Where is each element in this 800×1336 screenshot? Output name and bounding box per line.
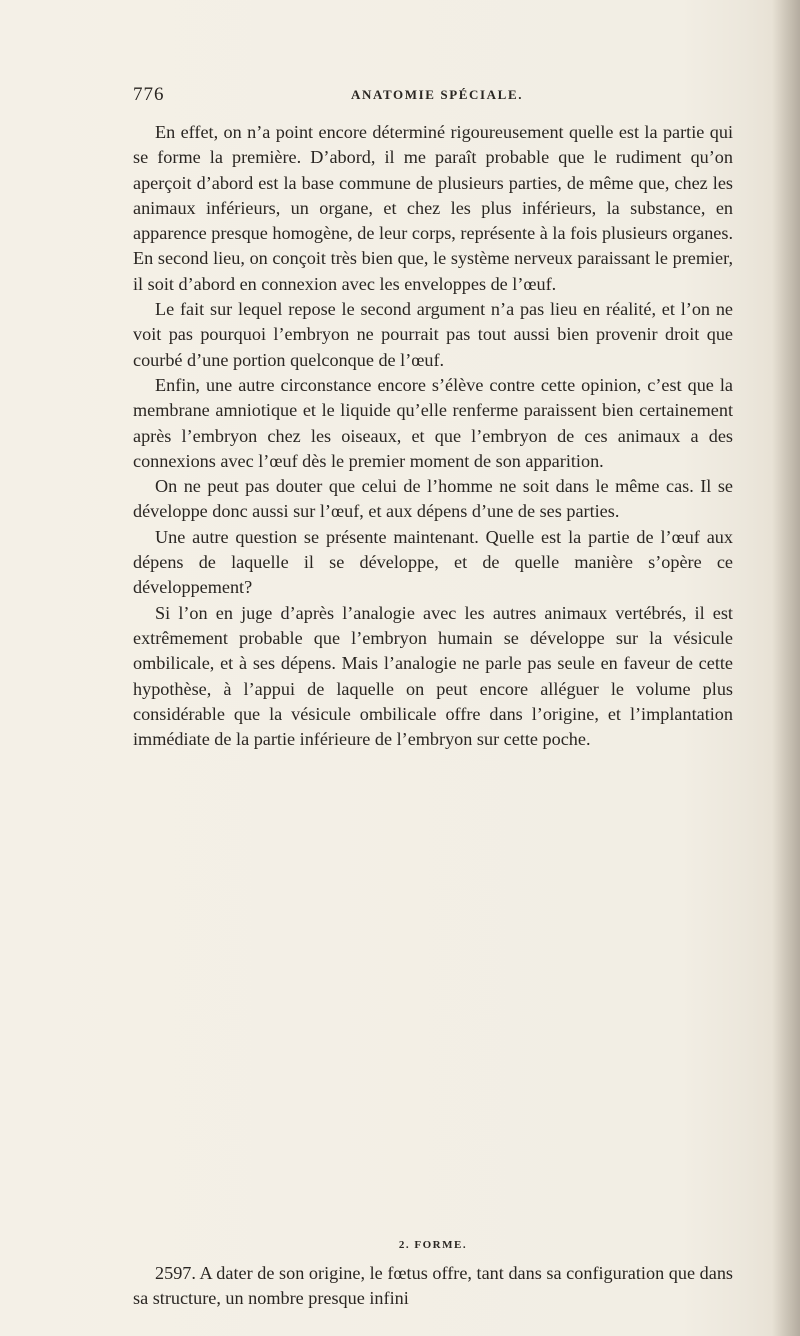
page-number: 776	[133, 84, 165, 105]
paragraph: Enfin, une autre circonstance encore s’élève contre cette opinion, c’est que la membrane amniotique et le liquide qu’elle renferme paraissent bien certainement après l’embryon chez les oiseaux, et que l’embryon de ces animaux a des connexions avec l’œuf dès le premier moment de son apparition.	[133, 374, 733, 471]
section-title: 2. FORME.	[398, 1239, 468, 1251]
paragraph: On ne peut pas douter que celui de l’homme ne soit dans le même cas. Il se développe donc aussi sur l’œuf, et aux dépens d’une de ses parties.	[133, 476, 733, 522]
body-text	[133, 120, 733, 752]
paragraph: Si l’on en juge d’après l’analogie avec les autres animaux vertébrés, il est extrêmement probable que l’embryon humain se développe sur la vésicule ombilicale, et à ses dépens. Mais l’analogie ne parle pas seule en faveur de cette hypothèse, à l’appui de laquelle on peut encore alléguer le volume plus considérable que la vésicule ombilicale offre dans l’origine, et l’implantation immédiate de la partie inférieure de l’embryon sur cette poche.	[133, 602, 733, 750]
paragraph: En effet, on n’a point encore déterminé rigoureusement quelle est la partie qui se forme la première. D’abord, il me paraît probable que le rudiment qu’on aperçoit d’abord est la base commune de plusieurs parties, de même que, chez les animaux inférieurs, un organe, et chez les plus inférieurs, la substance, en apparence presque homogène, de leur corps, représente à la fois plusieurs organes. En second lieu, on conçoit très bien que, le système nerveux paraissant le premier, il soit d’abord en connexion avec les enveloppes de l’œuf.	[133, 122, 733, 294]
paragraph: Le fait sur lequel repose le second argument n’a pas lieu en réalité, et l’on ne voit pas pourquoi l’embryon ne pourrait pas tout aussi bien provenir droit que courbé d’une portion quelconque de l’œuf.	[133, 299, 733, 370]
running-head: ANATOMIE SPÉCIALE.	[351, 87, 524, 102]
section-body	[133, 1261, 733, 1312]
paragraph: Une autre question se présente maintenant. Quelle est la partie de l’œuf aux dépens de laquelle il se développe, et de quelle manière s’opère ce développement?	[133, 526, 733, 598]
page-edge-shadow	[772, 0, 800, 1336]
page-header	[133, 84, 733, 108]
paragraph: 2597. A dater de son origine, le fœtus offre, tant dans sa configuration que dans sa structure, un nombre presque infini	[133, 1263, 733, 1309]
